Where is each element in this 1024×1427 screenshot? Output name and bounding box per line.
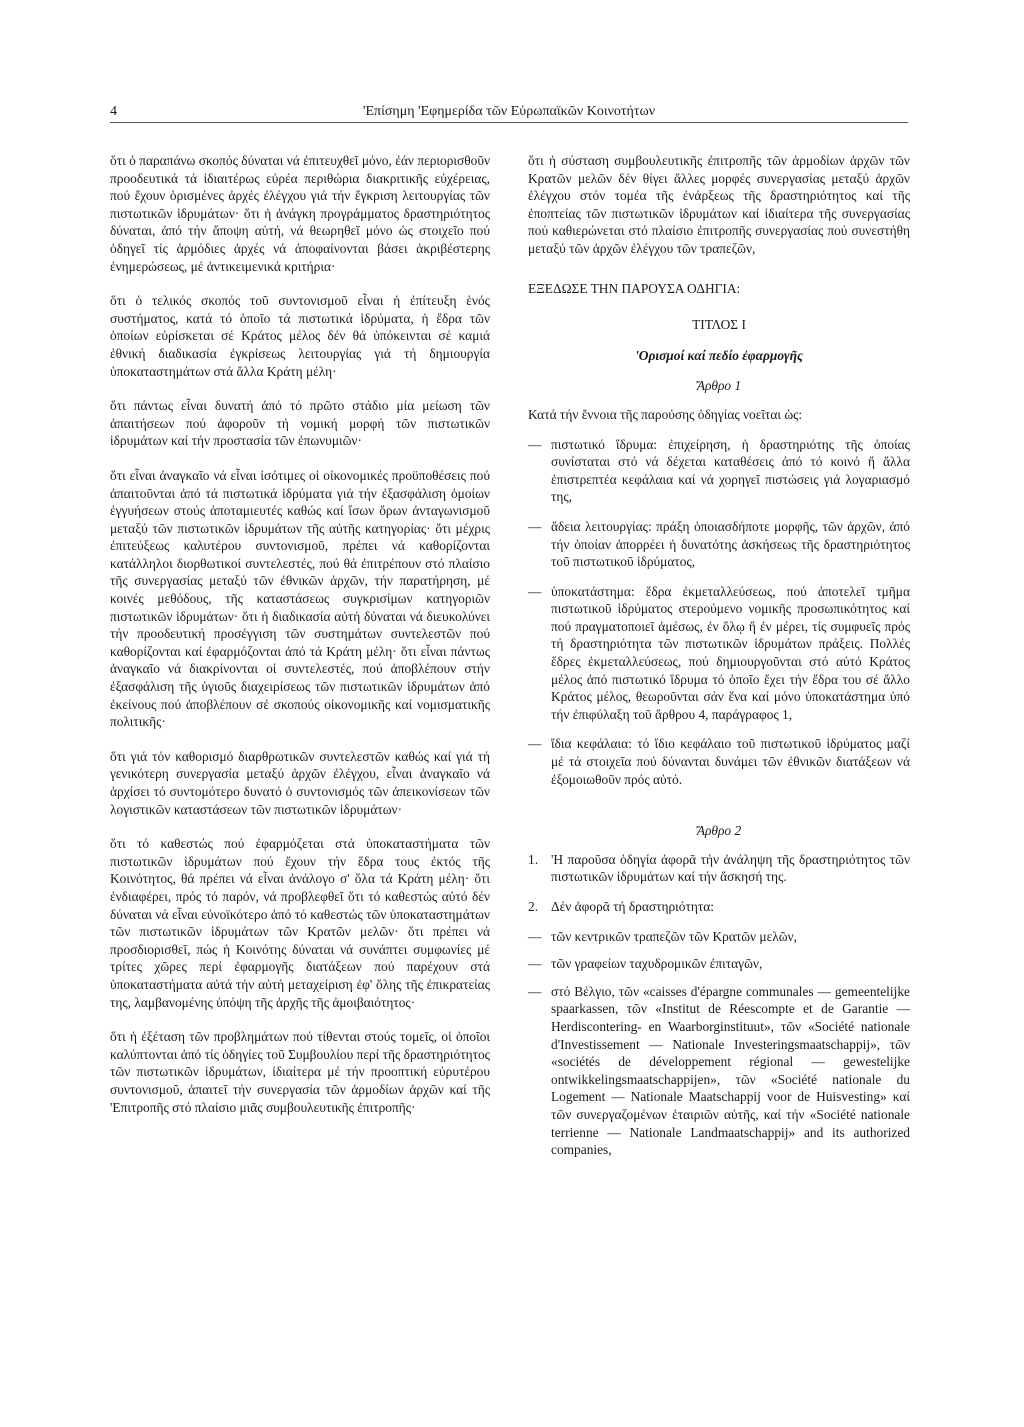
article-label: Ἄρθρο 2 bbox=[696, 823, 742, 839]
definition-text: ὑποκατάστημα: ἕδρα ἐκμεταλλεύσεως, πού ἀποτελεῖ τμῆμα πιστωτικοῦ ἱδρύματος στερούμενο νομικῆς προσωπικότητος καί πού πραγματοποιεῖ ἀμέσως, ἐν ὅλῳ ἤ ἐν μέρει, τίς συμφυεῖς πρός τή δραστηριότητα τῶν πιστωτικῶν ἱδρυμάτων πράξεις. Πολλές ἕδρες ἐκμεταλλεύσεως, πού δημιουργοῦνται στό αὐτό Κράτος μέλος ἀπό πιστωτικό ἵδρυμα τό ὁποῖο ἔχει τήν ἕδρα του σέ ἄλλο Κράτος μέλος, θεωροῦνται σάν ἕνα καί μόνο ὑποκατάστημα ὑπό τήν ἐπιφύλαξη τοῦ ἄρθρου 4, παράγραφος 1, bbox=[551, 583, 910, 722]
recital-paragraph: ὅτι τό καθεστώς πού ἐφαρμόζεται στά ὑποκαταστήματα τῶν πιστωτικῶν ἱδρυμάτων πού ἔχουν τήν ἕδρα τους ἐκτός τῆς Κοινότητος, θά πρέπει νά εἶναι ἀνάλογο σ' ὅλα τά Κράτη μέλη· ὅτι ἐνδιαφέρει, πρός τό παρόν, νά προβλεφθεῖ ὅτι τό καθεστώς αὐτό δέν δύναται νά εἶναι εὐνοϊκότερο ἀπό τό καθεστώς τῶν ὑποκαταστημάτων τῶν πιστωτικῶν ἱδρυμάτων τῶν Κρατῶν μελῶν· ὅτι πρέπει νά προσδιορισθεῖ, πώς ἡ Κοινότης δύναται νά συνάπτει συμφωνίες μέ τρίτες χῶρες περί ἐφαρμογῆς διατάξεων πού παρέχουν στά ὑποκαταστήματα αὐτά τήν αὐτή μεταχείριση ἐφ' ὅλης τῆς ἐπικρατείας της, λαμβανομένης ὑπόψη τῆς ἀρχῆς τῆς ἀμοιβαιότητος· bbox=[110, 836, 490, 1010]
dash-marker: — bbox=[528, 518, 542, 534]
dash-marker: — bbox=[528, 928, 542, 944]
dash-marker: — bbox=[528, 956, 542, 972]
exclusion-item bbox=[528, 955, 910, 973]
dash-marker: — bbox=[528, 583, 542, 599]
point-number: 2. bbox=[528, 899, 539, 914]
point-text: 'Η παροῦσα ὁδηγία ἀφορᾶ τήν ἀνάληψη τῆς δραστηριότητος τῶν πιστωτικῶν ἱδρυμάτων καί τήν ἄσκησή της. bbox=[551, 851, 910, 885]
enactment-formula: ΕΞΕΔΩΣΕ ΤΗΝ ΠΑΡΟΥΣΑ ΟΔΗΓΙΑ: bbox=[528, 280, 741, 296]
title-label: ΤΙΤΛΟΣ Ι bbox=[692, 317, 746, 333]
numbered-point bbox=[528, 898, 910, 916]
point-text: Δέν ἀφορᾶ τή δραστηριότητα: bbox=[551, 899, 714, 914]
recital-paragraph: ὅτι ἡ ἐξέταση τῶν προβλημάτων πού τίθενται στούς τομεῖς, οἱ ὁποῖοι καλύπτονται ἀπό τίς ὁδηγίες τοῦ Συμβουλίου περί τῆς δραστηριότητος τῶν πιστωτικῶν ἱδρυμάτων, ἰδιαίτερα μέ τήν προοπτική εὐρυτέρου συντονισμοῦ, ἀπαιτεῖ τήν συνεργασία τῶν ἁρμοδίων ἀρχῶν καί τῆς 'Επιτροπῆς στό πλαίσιο μιᾶς συμβουλευτικῆς ἐπιτροπῆς· bbox=[110, 1029, 490, 1115]
article-label: Ἄρθρο 1 bbox=[696, 378, 742, 394]
recital-paragraph: ὅτι ὁ τελικός σκοπός τοῦ συντονισμοῦ εἶναι ἡ ἐπίτευξη ἑνός συστήματος, κατά τό ὁποῖο τά πιστωτικά ἱδρύματα, ἡ ἕδρα τῶν ὁποίων εὑρίσκεται σέ Κράτος μέλος δέν θά ὑπόκεινται σέ καμιά ἐθνική διαδικασία ἐγκρίσεως λειτουργίας γιά τή δημιουργία ὑποκαταστημάτων στά ἄλλα Κράτη μέλη· bbox=[110, 293, 490, 379]
page-number: 4 bbox=[110, 104, 117, 119]
recital-paragraph: ὅτι γιά τόν καθορισμό διαρθρωτικῶν συντελεστῶν καθώς καί γιά τή γενικότερη συνεργασία μεταξύ ἀρχῶν ἐλέγχου, εἶναι ἀναγκαῖο νά ἀρχίσει τό συντομότερο δυνατό ὁ συντονισμός τῶν ἀπεικονίσεων τῶν λογιστικῶν καταστάσεων τῶν πιστωτικῶν ἱδρυμάτων· bbox=[110, 748, 490, 817]
recital-paragraph: ὅτι ὁ παραπάνω σκοπός δύναται νά ἐπιτευχθεῖ μόνο, ἐάν περιορισθοῦν προοδευτικά τά ἰδιαιτέρως εὐρέα περιθώρια διακριτικῆς εὐχέρειας, πού ἔχουν ὁρισμένες ἀρχές ἐλέγχου γιά τήν ἔγκριση λειτουργίας τῶν πιστωτικῶν ἱδρυμάτων· ὅτι ἡ ἀνάγκη προγράμματος δραστηριότητος δύναται, ἀπό τήν ἄποψη αὐτή, νά θεωρηθεῖ μόνο ὡς στοιχεῖο πού ὁδηγεῖ τίς ἁρμόδιες ἀρχές νά ἀποφαίνονται βάσει ἀκριβέστερης ἐνημερώσεως, μέ ἀντικειμενικά κριτήρια· bbox=[110, 153, 490, 274]
definition-item bbox=[528, 436, 910, 506]
definition-text: ἄδεια λειτουργίας: πράξη ὁποιασδήποτε μορφῆς, τῶν ἀρχῶν, ἀπό τήν ὁποίαν ἀπορρέει ἡ δυνατότης ἀσκήσεως τῆς δραστηριότητος τοῦ πιστωτικοῦ ἱδρύματος, bbox=[551, 518, 910, 570]
exclusion-item bbox=[528, 983, 910, 1159]
exclusion-text: τῶν γραφείων ταχυδρομικῶν ἐπιταγῶν, bbox=[551, 956, 763, 972]
exclusion-text: στό Βέλγιο, τῶν «caisses d'épargne communales — gemeentelijke spaarkassen, τῶν «Institut de Réescompte et de Garantie — Herdiscontering- en Waarborginstituut», τῶν «Société nationale d'Investissement — Nationale Investeringsmaatschappij», τῶν «sociétés de développement régional — gewestelijke ontwikkelingsmaatschappijen», τῶν «Société nationale du Logement — Nationale Maatschappij voor de Huisvesting» καί τῶν συνεργαζομένων ἑταιριῶν αὐτῆς, καί τήν «Société nationale terrienne — Nationale Landmaatschappij» and its authorized companies, bbox=[551, 983, 910, 1158]
exclusion-text: τῶν κεντρικῶν τραπεζῶν τῶν Κρατῶν μελῶν, bbox=[551, 928, 797, 944]
definition-item bbox=[528, 583, 910, 724]
page-header bbox=[110, 100, 908, 123]
point-number: 1. bbox=[528, 851, 539, 867]
recital-paragraph: ὅτι πάντως εἶναι δυνατή ἀπό τό πρῶτο στάδιο μία μείωση τῶν ἀπαιτήσεων πού ἀφοροῦν τή νομική μορφή τῶν πιστωτικῶν ἱδρυμάτων καί τήν προστασία τῶν ἐπωνυμιῶν· bbox=[110, 398, 490, 449]
dash-marker: — bbox=[528, 436, 542, 452]
article-lead: Κατά τήν ἔννοια τῆς παρούσης ὁδηγίας νοεῖται ὡς: bbox=[528, 406, 803, 422]
left-column bbox=[110, 152, 490, 1133]
numbered-point bbox=[528, 851, 910, 886]
recital-paragraph: ὅτι εἶναι ἀναγκαῖο νά εἶναι ἰσότιμες οἱ οἰκονομικές προϋποθέσεις πού ἀπαιτοῦνται ἀπό τά πιστωτικά ἱδρύματα γιά τήν ἐξασφάλιση ὁμοίων ἐγγυήσεων στούς ἀποταμιευτές καθώς καί ἴσων ὅρων ἀνταγωνισμοῦ μεταξύ τῶν πιστωτικῶν ἱδρυμάτων τῆς αὐτῆς κατηγορίας· ὅτι μέχρις ἐπιτεύξεως καλυτέρου συντονισμοῦ, πρέπει νά καθορίζονται κατάλληλοι διορθωτικοί συντελεστές, πού θά ἐπιτρέπουν στό πλαίσιο τῆς συνεργασίας μεταξύ τῶν ἐθνικῶν ἀρχῶν, τήν παρατήρηση, μέ κοινές μεθόδους, τῆς καταστάσεως συγκρισίμων κατηγοριῶν πιστωτικῶν ἱδρυμάτων· ὅτι ἡ διαδικασία αὐτή δύναται νά διευκολύνει τήν προοδευτική προσέγγιση τῶν συστημάτων συντελεστῶν πού καθορίζονται καί ἐφαρμόζονται ἀπό τά Κράτη μέλη· ὅτι εἶναι πάντως ἀναγκαῖο νά διακρίνονται οἱ συντελεστές, πού ἀποβλέπουν στήν ἐξασφάλιση τῆς ὑγιοῦς διαχειρίσεως τῶν πιστωτικῶν ἱδρυμάτων ἀπό ἐκείνους πού ἀποβλέπουν σέ σκοπούς οἰκονομικῆς καί νομισματικῆς πολιτικῆς· bbox=[110, 467, 490, 730]
journal-title: 'Επίσημη 'Εφημερίδα τῶν Εὐρωπαϊκῶν Κοινοτήτων bbox=[362, 104, 656, 119]
definition-text: πιστωτικό ἵδρυμα: ἐπιχείρηση, ἡ δραστηριότης τῆς ὁποίας συνίσταται στό νά δέχεται καταθέσεις ἀπό τό κοινό ἤ ἄλλα ἐπιστρεπτέα κεφάλαια καί νά χορηγεῖ πιστώσεις γιά λογαριασμό της, bbox=[551, 436, 910, 505]
right-column bbox=[528, 152, 910, 1169]
definition-item bbox=[528, 735, 910, 788]
dash-marker: — bbox=[528, 736, 542, 752]
definition-text: ἴδια κεφάλαια: τό ἴδιο κεφάλαιο τοῦ πιστωτικοῦ ἱδρύματος μαζί μέ τά στοιχεῖα πού δύνανται δυνάμει τῶν ἐθνικῶν διατάξεων νά ἐξομοιωθοῦν πρός αὐτό. bbox=[551, 736, 910, 787]
title-heading: 'Ορισμοί καί πεδίο ἐφαρμογῆς bbox=[635, 347, 803, 363]
recital-paragraph: ὅτι ἡ σύσταση συμβουλευτικῆς ἐπιτροπῆς τῶν ἁρμοδίων ἀρχῶν τῶν Κρατῶν μελῶν δέν θίγει ἄλλες μορφές συνεργασίας μεταξύ ἀρχῶν ἐλέγχου στόν τομέα τῆς ἐνάρξεως τῆς δραστηριότητος καί τῆς ἐποπτείας τῶν πιστωτικῶν ἱδρυμάτων καί ἰδιαίτερα τῆς συνεργασίας πού καθιερώνεται στό πλαίσιο ἐπιτροπῆς συνεργασίας πού συνεστήθη μεταξύ τῶν ἀρχῶν ἐλέγχου τῶν τραπεζῶν, bbox=[528, 153, 910, 256]
definition-item bbox=[528, 518, 910, 571]
dash-marker: — bbox=[528, 983, 542, 999]
exclusion-item bbox=[528, 928, 910, 946]
